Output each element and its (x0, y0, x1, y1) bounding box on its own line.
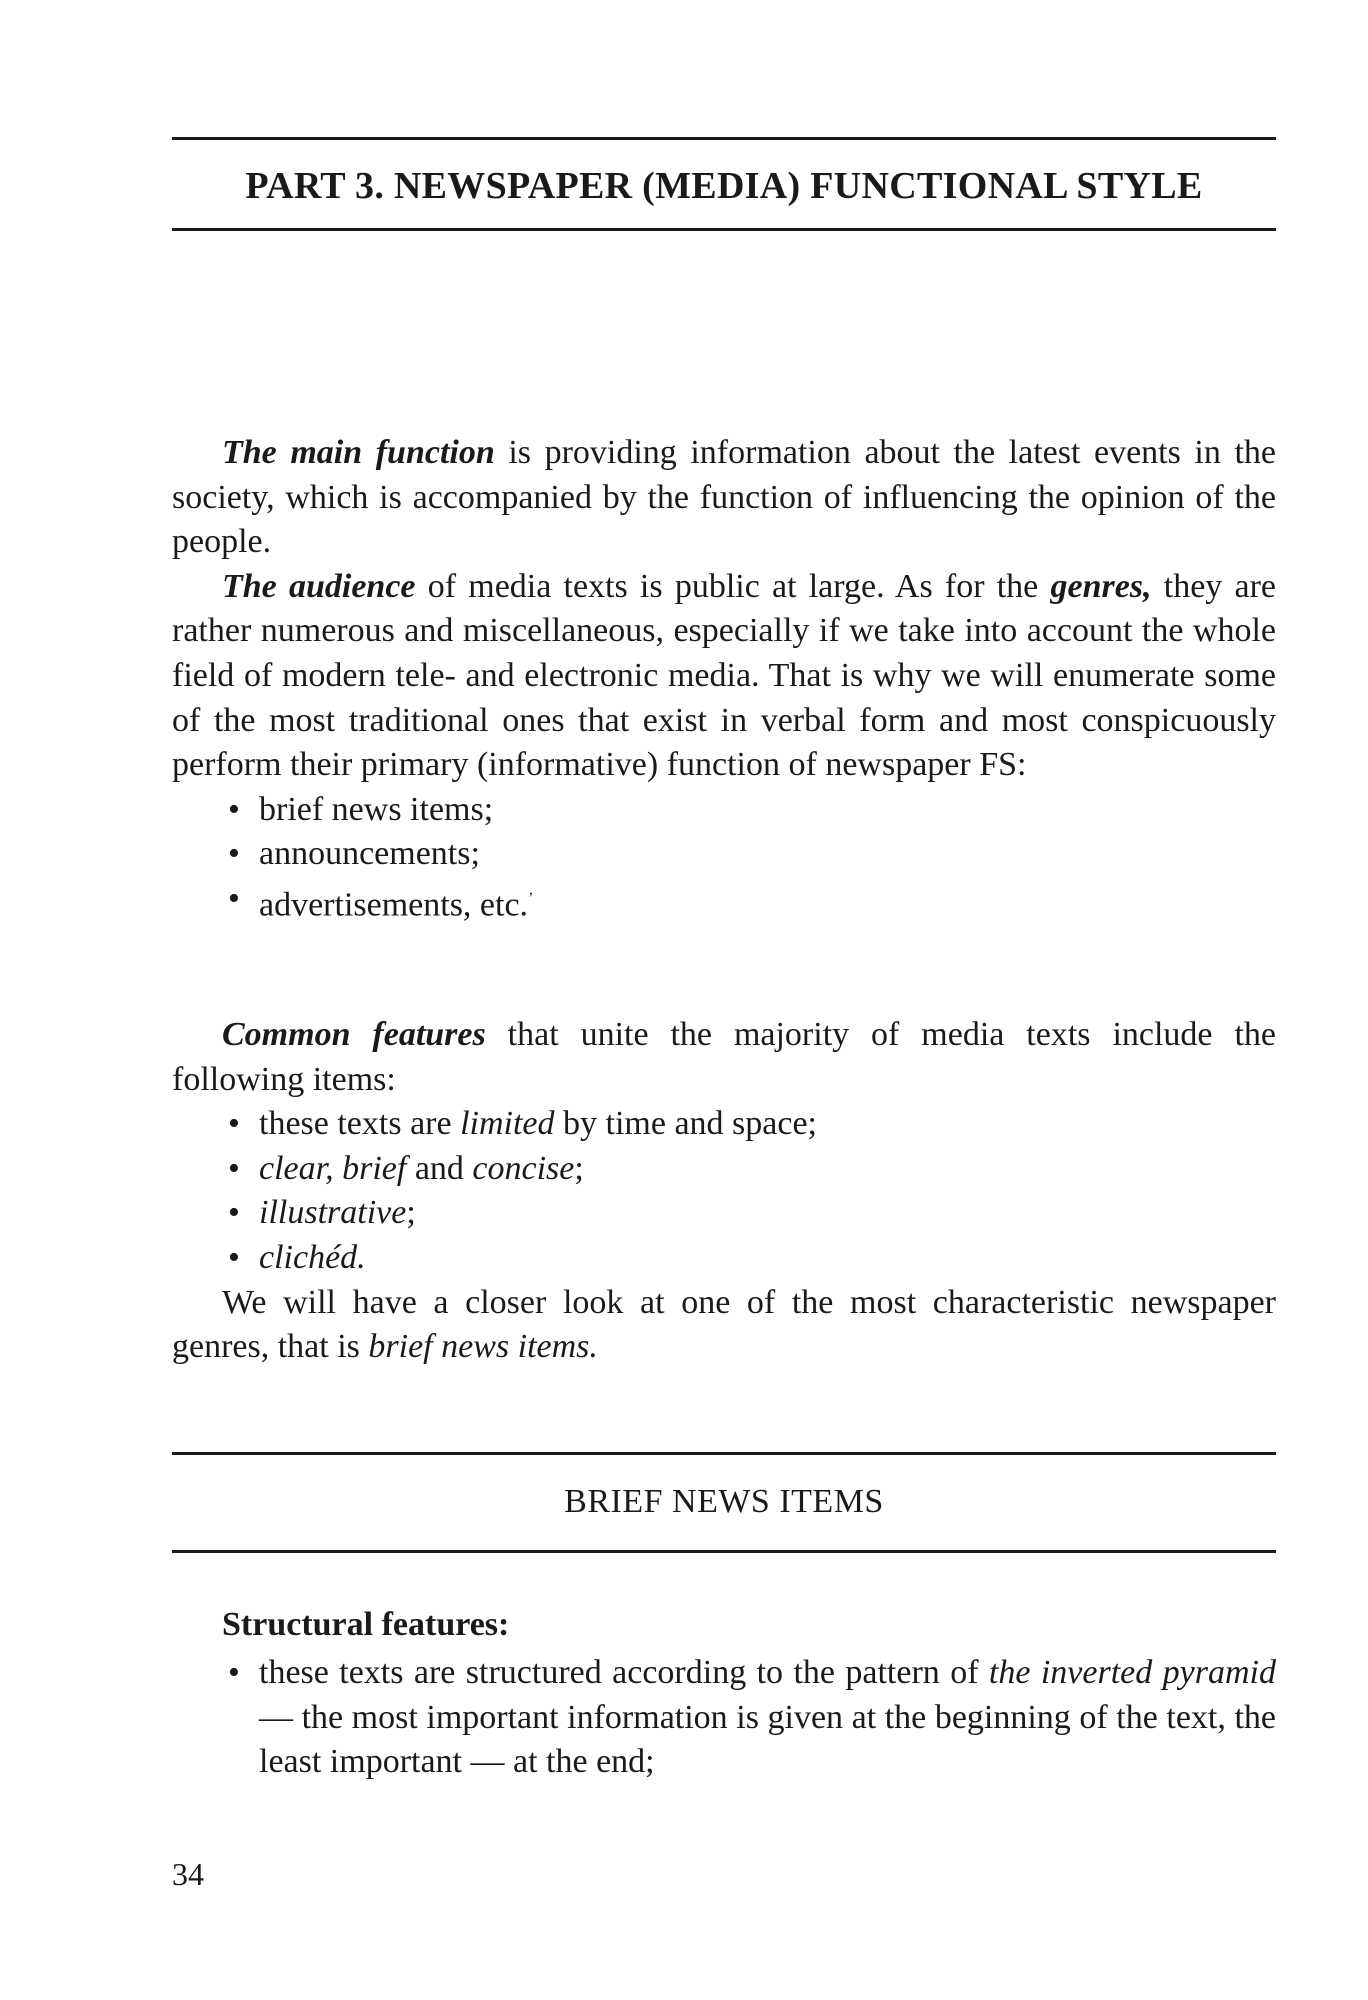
part-title-underline (172, 228, 1276, 231)
list-item-text: advertisements, etc. (259, 886, 529, 924)
list-item-text: — the most important information is given at the beginning of the text, the least important — at the end; (259, 1698, 1276, 1781)
closing-emphasis: brief news items. (368, 1328, 598, 1366)
features-section (172, 1013, 1276, 1370)
common-features-term: Common features (222, 1016, 486, 1053)
list-item-text: these texts are (259, 1105, 461, 1143)
features-list (172, 1102, 1276, 1280)
top-rule (172, 137, 1276, 140)
genres-text: they are rather numerous and miscellaneous, especially if we take into account the whole field of modern tele- and electronic media. That is why we will enumerate some of the most traditional ones that exist in verbal form and most conspicuously perform their primary (informative) function of newspaper FS: (172, 567, 1276, 784)
common-features-paragraph (172, 1013, 1276, 1102)
structural-features-heading: Structural features: (222, 1606, 510, 1643)
closing-paragraph (172, 1281, 1276, 1370)
list-item (222, 1191, 1276, 1236)
list-item (222, 1102, 1276, 1147)
list-item: • brief news items; (222, 788, 1276, 833)
list-item-text: and (406, 1149, 473, 1187)
list-item-text: by time and space; (554, 1105, 817, 1143)
footnote-mark: ʼ (528, 889, 534, 907)
main-function-paragraph (172, 431, 1276, 565)
section-bottom-rule (172, 1550, 1276, 1553)
intro-section (172, 431, 1276, 928)
list-item-text: these texts are structured according to the pattern of (259, 1654, 989, 1691)
audience-paragraph (172, 565, 1276, 788)
main-function-term: The main function (222, 434, 495, 471)
list-item-emphasis: the inverted pyramid (988, 1654, 1276, 1691)
list-item-emphasis: clichéd. (259, 1238, 366, 1276)
genres-list (172, 788, 1276, 928)
list-item-text: ; (574, 1149, 584, 1187)
section-top-rule (172, 1452, 1276, 1455)
audience-term: The audience (222, 567, 416, 605)
list-item-text: ; (406, 1194, 416, 1232)
section-title: BRIEF NEWS ITEMS (564, 1483, 884, 1520)
closing-text: We will have a closer look at one of the most characteristic newspaper genres, that is (172, 1283, 1276, 1366)
list-item (222, 1651, 1276, 1785)
page-number: 34 (172, 1856, 204, 1892)
structural-features-list (172, 1651, 1276, 1785)
list-item: • announcements; (222, 832, 1276, 877)
list-item-emphasis: illustrative (259, 1194, 407, 1232)
list-item-emphasis: limited (460, 1105, 555, 1143)
list-item (222, 877, 1276, 928)
genres-term: genres, (1050, 567, 1152, 605)
main-function-text: is providing information about the latest events in the society, which is accompanied by the function of influencing the opinion of the people. (172, 434, 1276, 561)
audience-text: of media texts is public at large. As for the (415, 567, 1051, 605)
list-item-emphasis: concise (472, 1149, 575, 1187)
common-features-text: that unite the majority of media texts include the following items: (172, 1016, 1276, 1098)
structural-features-section (172, 1651, 1276, 1785)
list-item-emphasis: clear, brief (259, 1149, 407, 1187)
list-item (222, 1236, 1276, 1281)
list-item (222, 1147, 1276, 1192)
part-title: PART 3. NEWSPAPER (MEDIA) FUNCTIONAL STYLE (245, 165, 1203, 207)
